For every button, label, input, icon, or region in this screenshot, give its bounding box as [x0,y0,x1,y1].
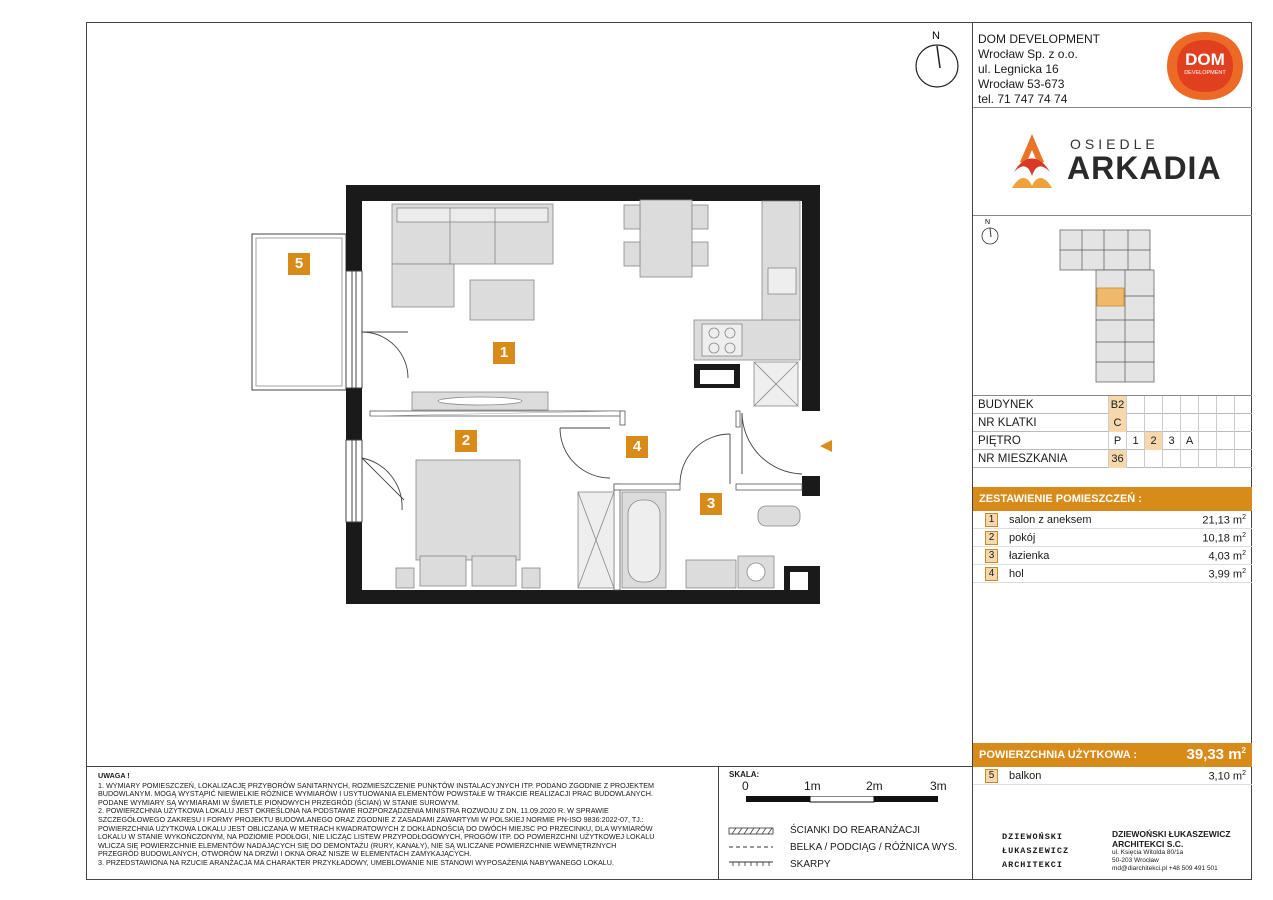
scale-tick-0: 0 [742,779,749,793]
developer-city: Wrocław 53-673 [978,77,1065,91]
notes-block [98,772,698,868]
legend-beam: BELKA / PODCIĄG / RÓŻNICA WYS. [790,842,958,853]
room-name: pokój [1009,532,1036,544]
legend-symbols [728,826,776,870]
floor-plan [86,22,972,766]
note-line: LOKALU W STANIE WYKOŃCZONYM, NA POZIOMIE PODŁOGI, NIE LICZĄC LISTEW PRZYPODŁOGOWYCH, PROGÓW ITP. DO POWIERZCHNI UŻYTKOWEJ LOKALU [98,832,655,842]
room-number: 4 [985,567,998,581]
scale-tick-3: 3m [930,779,947,793]
building-key-plan [978,216,1248,394]
info-row-building [973,396,1252,414]
room-number: 1 [985,513,998,527]
building-label: BUDYNEK [978,399,1034,411]
room-row: 3 łazienka 4,03 $m^2$ [973,547,1252,565]
toilet-icon [758,506,800,526]
coffee-table-icon [470,280,534,320]
room-area: 21,13 [1202,514,1230,527]
legend-slopes: SKARPY [790,859,831,870]
area-unit: m [1228,746,1242,763]
room-area: 3,99 [1208,568,1230,581]
rooms-header: ZESTAWIENIE POMIESZCZEŃ : [973,487,1252,511]
scale-tick-1: 1m [804,779,821,793]
dom-development-logo [1165,30,1245,102]
developer-name: DOM DEVELOPMENT [978,32,1101,46]
architect-logo-line: ARCHITEKCI [1002,860,1064,870]
staircase-label: NR KLATKI [978,417,1037,429]
room-name: hol [1009,568,1024,580]
floor-value-p: P [1108,432,1126,450]
sink-icon [768,268,796,294]
developer-line2: Wrocław Sp. z o.o. [978,47,1078,61]
note-line: POWIERZCHNIA UŻYTKOWA LOKALU JEST OBLICZANA W METRACH KWADRATOWYCH Z DOKŁADNOŚCIĄ DO DWÓCH MIEJSC PO PRZECINKU, DLA WYMIARÓW [98,823,653,833]
floor-value-a: A [1180,432,1198,450]
architect-logo-line: ŁUKASZEWICZ [1002,846,1070,856]
note-line: SZCZEGÓŁOWEGO ZAKRESU I FORMY PROJEKTU BUDOWLANEGO ORAZ ZGODNIE Z ZASADAMI ZAWARTYMI W POLSKIEJ NORMIE PN-ISO 9836:2022-07, TJ.: [98,814,644,824]
info-row-staircase [973,414,1252,432]
note-line: WLICZA SIĘ POWIERZCHNIE ELEMENTÓW NADAJĄCYCH SIĘ DO DEMONTAŻU (RURY, KANAŁY), NIE SĄ WLICZANE POWIERZCHNIE WEWNĘTRZNYCH [98,840,617,850]
compass-icon [916,45,958,87]
room-row: 4 hol 3,99 $m^2$ [973,565,1252,583]
floor-value-3: 3 [1162,432,1180,450]
architect-name: DZIEWOŃSKI ŁUKASZEWICZ [1112,829,1231,839]
room-number: 3 [985,549,998,563]
balcony-area: 3,10 [1208,770,1230,783]
footer-divider [86,766,973,767]
small-compass-icon [982,219,998,244]
estate-name: ARKADIA [1067,150,1222,186]
room-tag-4: 4 [626,436,648,458]
arkadia-logo-icon [1010,132,1054,192]
apartment-label: NR MIESZKANIA [978,453,1068,465]
estate-prefix: OSIEDLE [1070,136,1159,152]
scale-bar [746,796,946,804]
area-unit: m [1232,568,1243,581]
note-line: 3. PRZEDSTAWIONA NA RZUCIE ARANŻACJA MA CHARAKTER PRZYKŁADOWY, UMEBLOWANIE NIE STANOWI WYPOSAŻENIA NABYWANEGO LOKALU. [98,857,614,867]
scale-tick-2: 2m [866,779,883,793]
logo-text-main: DOM [1185,50,1225,69]
balcony-name: balkon [1009,770,1042,782]
entrance-arrow-icon [820,440,832,452]
svg-text:N: N [985,219,991,226]
architect-contact: md@diarchitekci.pl +48 509 491 501 [1112,865,1218,872]
room-tag-2: 2 [455,430,477,452]
developer-street: ul. Legnicka 16 [978,62,1059,76]
note-line: BUDOWLANYM. MOGĄ WYSTĄPIĆ NIEWIELKIE RÓŻNICE WYMIARÓW I USYTUOWANIA ELEMENTÓW POWSTAŁE W TRAKCIE REALIZACJI PRAC BUDOWLANYCH. [98,789,653,799]
apartment-highlight [1097,288,1124,306]
window-left-top [346,271,362,388]
dining-table-icon [640,200,692,277]
room-number: 2 [985,531,998,545]
building-value: B2 [1108,396,1126,414]
apartment-value: 36 [1108,450,1126,468]
scale-title: SKALA: [729,770,760,779]
area-unit: m [1232,770,1243,783]
floor-value-1: 1 [1126,432,1144,450]
total-area-bar: POWIERZCHNIA UŻYTKOWA : 39,33 $m^2$ [973,743,1252,767]
developer-address [978,32,1100,107]
room-tag-1: 1 [493,342,515,364]
room-tag-3: 3 [700,493,722,515]
architect-name2: ARCHITEKCI S.C. [1112,839,1184,849]
room-name: łazienka [1009,550,1050,562]
floor-label: PIĘTRO [978,435,1021,447]
developer-phone: tel. 71 747 74 74 [978,92,1068,106]
area-unit: m [1232,550,1243,563]
area-unit: m [1232,532,1243,545]
sofa-chaise-icon [392,264,454,307]
architect-city: 50-203 Wrocław [1112,857,1159,864]
room-tag-5: 5 [288,253,310,275]
architect-logo [1002,830,1069,872]
total-area-label: POWIERZCHNIA UŻYTKOWA : [979,749,1138,761]
room-row: 2 pokój 10,18 $m^2$ [973,529,1252,547]
architect-logo-line: DZIEWOŃSKI [1002,832,1064,842]
compass-label: N [932,30,940,42]
architect-street: ul. Księcia Witolda 80/1a [1112,849,1184,856]
area-unit: m [1232,514,1243,527]
room-name: salon z aneksem [1009,514,1092,526]
note-line: 1. WYMIARY POMIESZCZEŃ, LOKALIZACJĘ PRZYBORÓW SANITARNYCH, ROZMIESZCZENIE PUNKTÓW INSTALACYJNYCH ITP. PODANO ZGODNIE Z PROJEKTEM [98,780,655,790]
architect-info [1112,829,1231,873]
balcony-number: 5 [985,769,998,783]
note-line: PRZEGRÓD BUDOWLANYCH, OTWORÓW NA DRZWI I OKNA ORAZ NISZE W ELEMENTACH ZAMYKAJĄCYCH. [98,849,472,859]
room-area: 10,18 [1202,532,1230,545]
footer-vertical-divider [718,766,719,880]
notes-title: UWAGA ! [98,771,130,780]
room-area: 4,03 [1208,550,1230,563]
info-row-floor [973,432,1252,450]
floor-value-2: 2 [1144,432,1162,450]
washbasin-icon [686,560,736,588]
logo-text-sub: DEVELOPMENT [1184,70,1226,76]
info-row-apartment [973,450,1252,468]
room-row: 1 salon z aneksem 21,13 $m^2$ [973,511,1252,529]
panel-rule [973,107,1252,108]
bed-icon [416,460,520,560]
legend-rearrange-walls: ŚCIANKI DO REARANŻACJI [790,825,921,836]
furniture [392,200,800,588]
note-line: 2. POWIERZCHNIA UŻYTKOWA LOKALU JEST OKREŚLONA NA PODSTAWIE ROZPORZĄDZENIA MINISTRA ROZWOJU Z DN. 11.09.2020 R. W SPRAWIE [98,806,609,816]
window-left-bottom [346,440,362,522]
total-area-value: 39,33 [1186,746,1225,763]
balcony-row: 5 balkon 3,10 $m^2$ [973,767,1252,785]
staircase-value: C [1108,414,1126,432]
note-line: PODANE WYMIARY SĄ WYMIARAMI W ŚWIETLE PIONOWYCH PRZEGRÓD (ŚCIAN) W STANIE SUROWYM. [98,797,460,807]
